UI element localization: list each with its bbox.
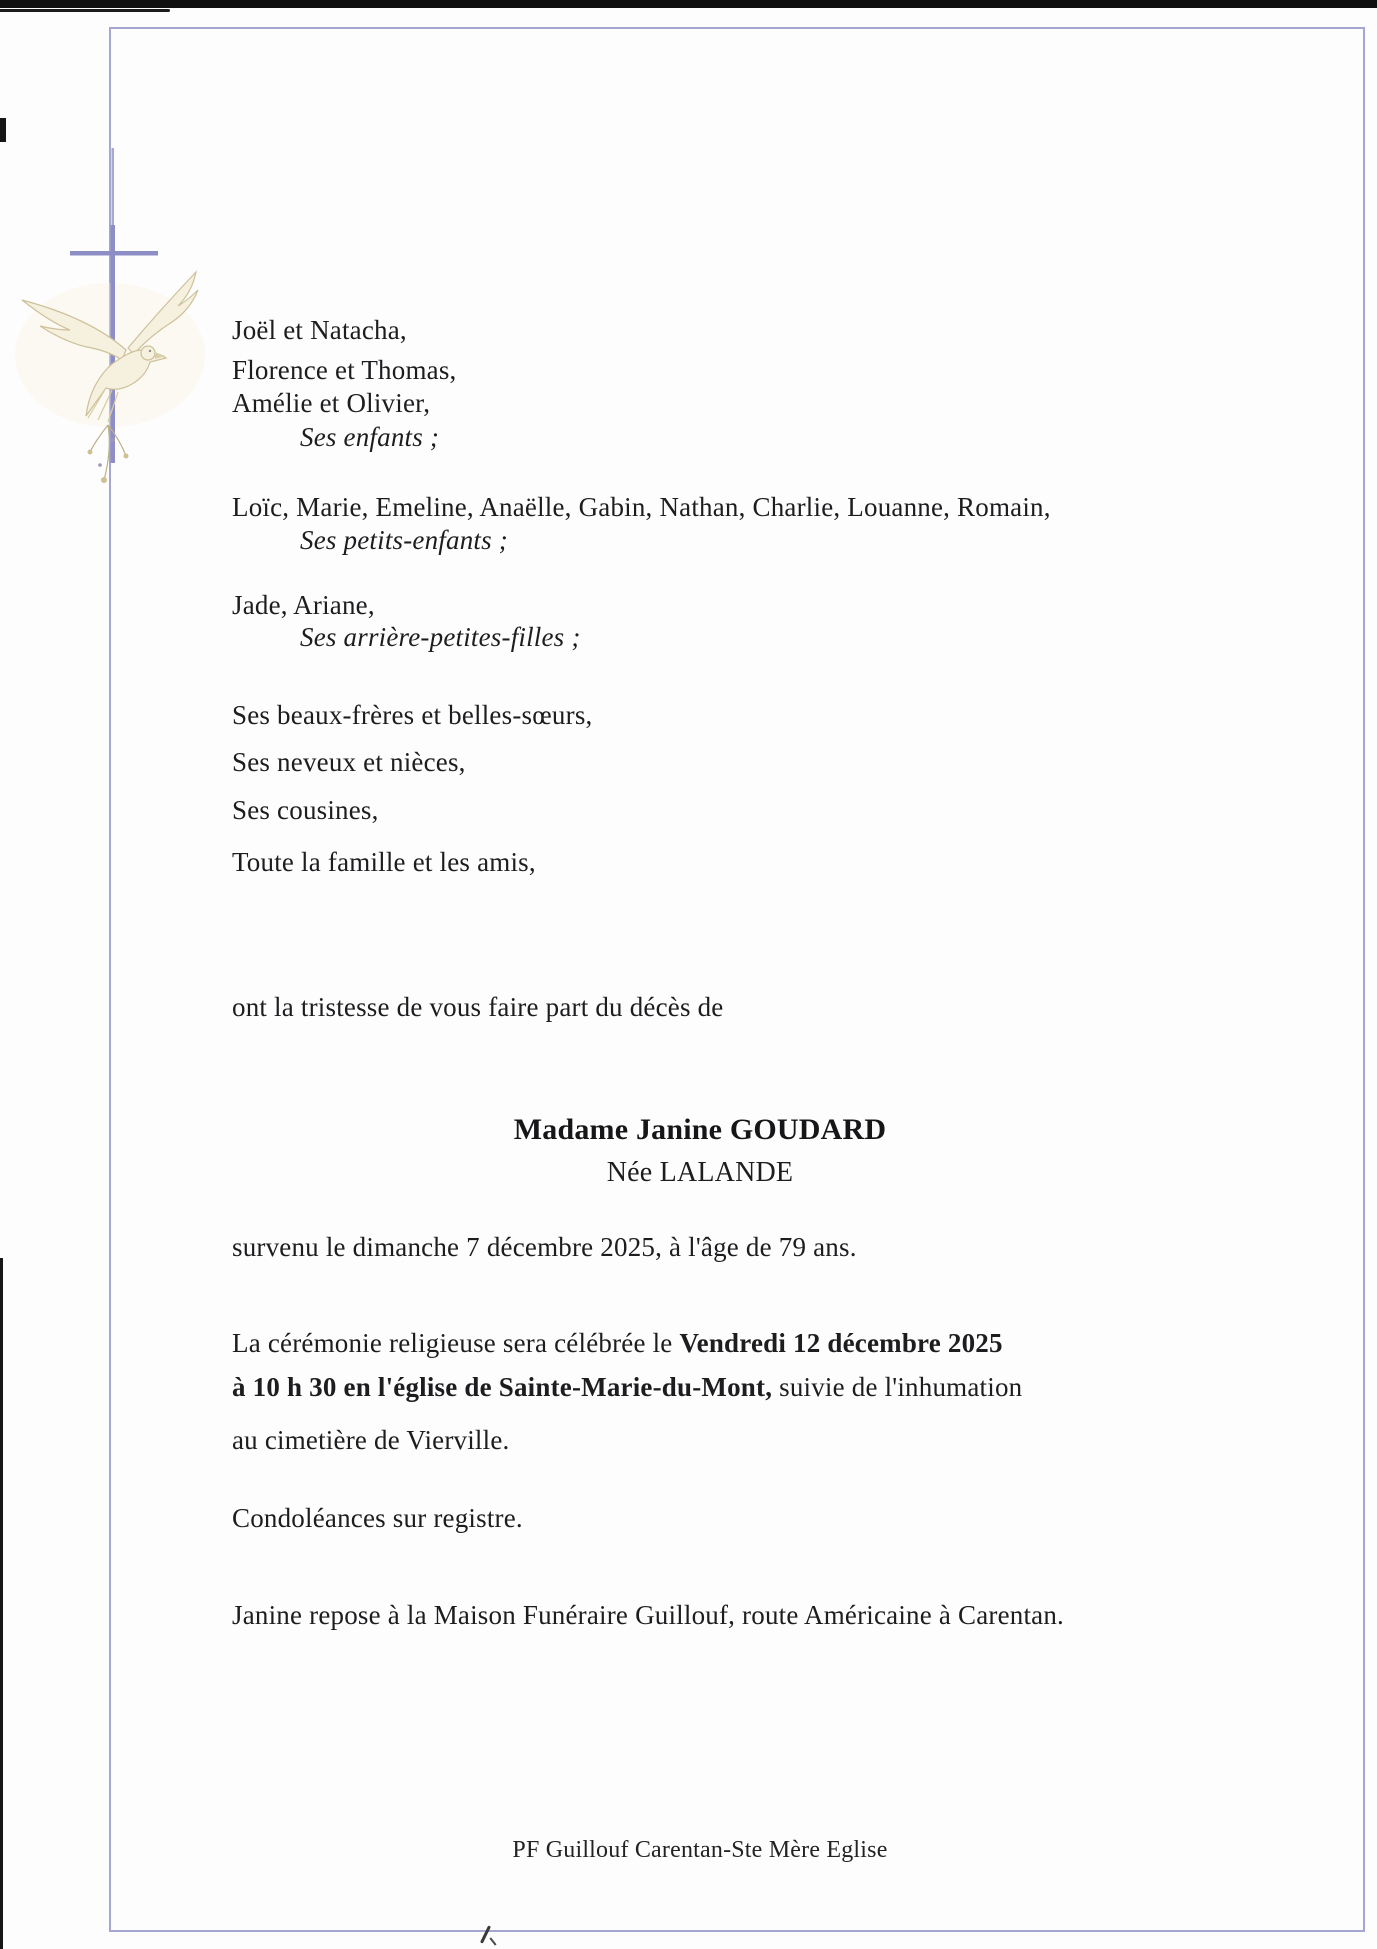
deceased-name: Madame Janine GOUDARD: [513, 1113, 887, 1146]
relatives-line: Ses cousines,: [232, 795, 379, 825]
scan-edge-left-line: [0, 1258, 3, 1949]
grandchildren-relation-label: Ses petits-enfants ;: [300, 525, 508, 555]
repose-line: Janine repose à la Maison Funéraire Guillouf, route Américaine à Carentan.: [232, 1600, 1065, 1630]
border-frame: [109, 27, 1365, 1932]
ceremony-date: Vendredi 12 décembre 2025: [679, 1328, 1003, 1358]
relatives-line: Ses beaux-frères et belles-sœurs,: [232, 700, 593, 730]
ceremony-line-1-text: La cérémonie religieuse sera célébrée le: [232, 1328, 680, 1358]
scan-edge-top-line: [0, 9, 170, 12]
ceremony-line-2: [232, 1371, 1022, 1403]
grandchildren-name-line: Loïc, Marie, Emeline, Anaëlle, Gabin, Nathan, Charlie, Louanne, Romain,: [232, 492, 1051, 522]
condolences-line: Condoléances sur registre.: [232, 1503, 523, 1533]
ceremony-line-1: [232, 1327, 1003, 1359]
scan-smudge-bottom: [489, 1937, 496, 1945]
announcement-line: ont la tristesse de vous faire part du décès de: [232, 992, 724, 1022]
funeral-home-footer: PF Guillouf Carentan-Ste Mère Eglise: [512, 1837, 888, 1863]
deceased-maiden-name: Née LALANDE: [606, 1157, 794, 1188]
great-grandchildren-relation-label: Ses arrière-petites-filles ;: [300, 622, 581, 652]
scan-edge-left-mark: [0, 118, 6, 142]
great-grandchildren-name-line: Jade, Ariane,: [232, 590, 375, 620]
children-name-line: Joël et Natacha,: [232, 315, 407, 345]
children-relation-label: Ses enfants ;: [300, 422, 440, 452]
scan-edge-top: [0, 0, 1377, 8]
children-name-line: Amélie et Olivier,: [232, 388, 431, 418]
relatives-line: Ses neveux et nièces,: [232, 747, 466, 777]
cross-dove-artwork: [0, 140, 240, 500]
ceremony-time-place: à 10 h 30 en l'église de Sainte-Marie-du-Mont,: [232, 1372, 773, 1402]
relatives-line: Toute la famille et les amis,: [232, 847, 536, 877]
ceremony-line-3: au cimetière de Vierville.: [232, 1425, 510, 1455]
floral-branch-icon: [88, 425, 129, 483]
children-name-line: Florence et Thomas,: [232, 355, 457, 385]
ceremony-line-2-text: suivie de l'inhumation: [772, 1372, 1023, 1402]
death-date-line: survenu le dimanche 7 décembre 2025, à l'âge de 79 ans.: [232, 1232, 857, 1262]
